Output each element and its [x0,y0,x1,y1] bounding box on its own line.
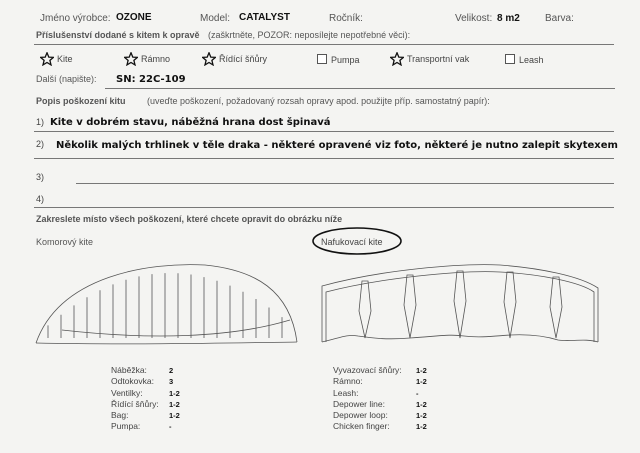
checkbox-label: Kite [57,54,73,64]
stat-label: Depower loop: [333,410,388,421]
diagram-instruction: Zakreslete místo všech poškození, které chcete opravit do obrázku níže [36,214,343,224]
stat-row [333,365,427,376]
stat-label: Leash: [333,387,359,398]
damage-line-1-text[interactable]: Kite v dobrém stavu, náběžná hrana dost špinavá [50,117,331,128]
stat-row [111,398,180,410]
accessories-note: (zaškrtněte, POZOR: neposílejte nepotřebné věci): [208,30,411,40]
strut [550,277,562,338]
stat-row [111,376,174,387]
manufacturer-value[interactable]: OZONE [116,12,152,23]
stat-row [111,410,180,421]
stat-row [333,410,427,421]
stat-label: Vyvazovací šňůry: [333,365,402,375]
damage-line-2-num: 2) [36,139,45,149]
manufacturer-label: Jméno výrobce: [40,13,111,24]
checkbox-label: Řídící šňůry [219,54,268,64]
checkbox-label: Pumpa [331,55,360,65]
checkbox-label: Transportní vak [407,54,470,64]
stat-row [111,387,180,399]
checkbox-label: Leash [519,55,544,65]
stat-label: Řídící šňůry: [111,398,159,409]
size-value[interactable]: 8 m2 [497,13,520,24]
stat-value: 1-2 [416,377,427,387]
year-label: Ročník: [329,13,363,24]
right-stats [333,365,427,433]
damage-title: Popis poškození kitu [36,96,126,106]
stat-value: 1-2 [416,422,427,432]
accessories-title: Příslušenství dodané s kitem k opravě [36,30,200,40]
stat-value: 1-2 [169,388,180,398]
stat-label: Odtokovka: [111,376,154,387]
size-label: Velikost: [455,13,493,24]
stat-value: 1-2 [169,411,180,421]
model-label: Model: [200,13,231,24]
stat-label: Ventilky: [111,387,143,398]
inflatable-kite-label: Nafukovací kite [321,237,383,247]
stat-label: Rámno: [333,376,363,387]
damage-line-4-num: 4) [36,194,45,204]
stat-value: - [416,388,419,398]
damage-note: (uveďte poškození, požadovaný rozsah opravy apod. použijte příp. samostatný papír): [147,96,490,106]
left-stats [111,365,180,433]
model-value[interactable]: CATALYST [239,12,290,23]
strut [359,281,371,338]
foil-kite-drawing [36,265,297,344]
inflatable-kite-drawing [322,265,598,342]
foil-kite-label: Komorový kite [36,237,94,247]
damage-line-3-num: 3) [36,172,45,182]
strut [504,272,516,338]
stat-value: 1-2 [169,399,180,409]
stat-row [111,365,174,376]
damage-line-2-text[interactable]: Několik malých trhlinek v těle draka - některé opravené viz foto, některé je nutno zalepit skytexem [56,140,618,151]
stat-value: 2 [169,366,174,375]
stat-row [333,398,427,410]
stat-value: - [169,422,172,432]
strut [404,275,416,338]
damage-line-1-num: 1) [36,117,45,127]
stat-label: Depower line: [333,398,385,409]
stat-value: 1-2 [416,411,427,421]
stat-row [333,421,427,432]
stat-row [111,421,172,432]
stat-value: 1-2 [416,399,427,409]
strut [454,271,466,338]
other-value[interactable]: SN: 22C-109 [116,74,186,85]
stat-row [333,376,427,387]
stat-label: Bag: [111,410,129,421]
stat-value: 3 [169,377,174,387]
annotation-circle [313,228,401,254]
stat-value: 1-2 [416,366,427,375]
other-label: Další (napište): [36,74,97,84]
stat-label: Náběžka: [111,365,147,375]
color-label: Barva: [545,13,574,24]
stat-label: Pumpa: [111,421,141,432]
stat-row [333,387,419,399]
checkbox-label: Rámno [141,54,171,64]
stat-label: Chicken finger: [333,421,390,432]
